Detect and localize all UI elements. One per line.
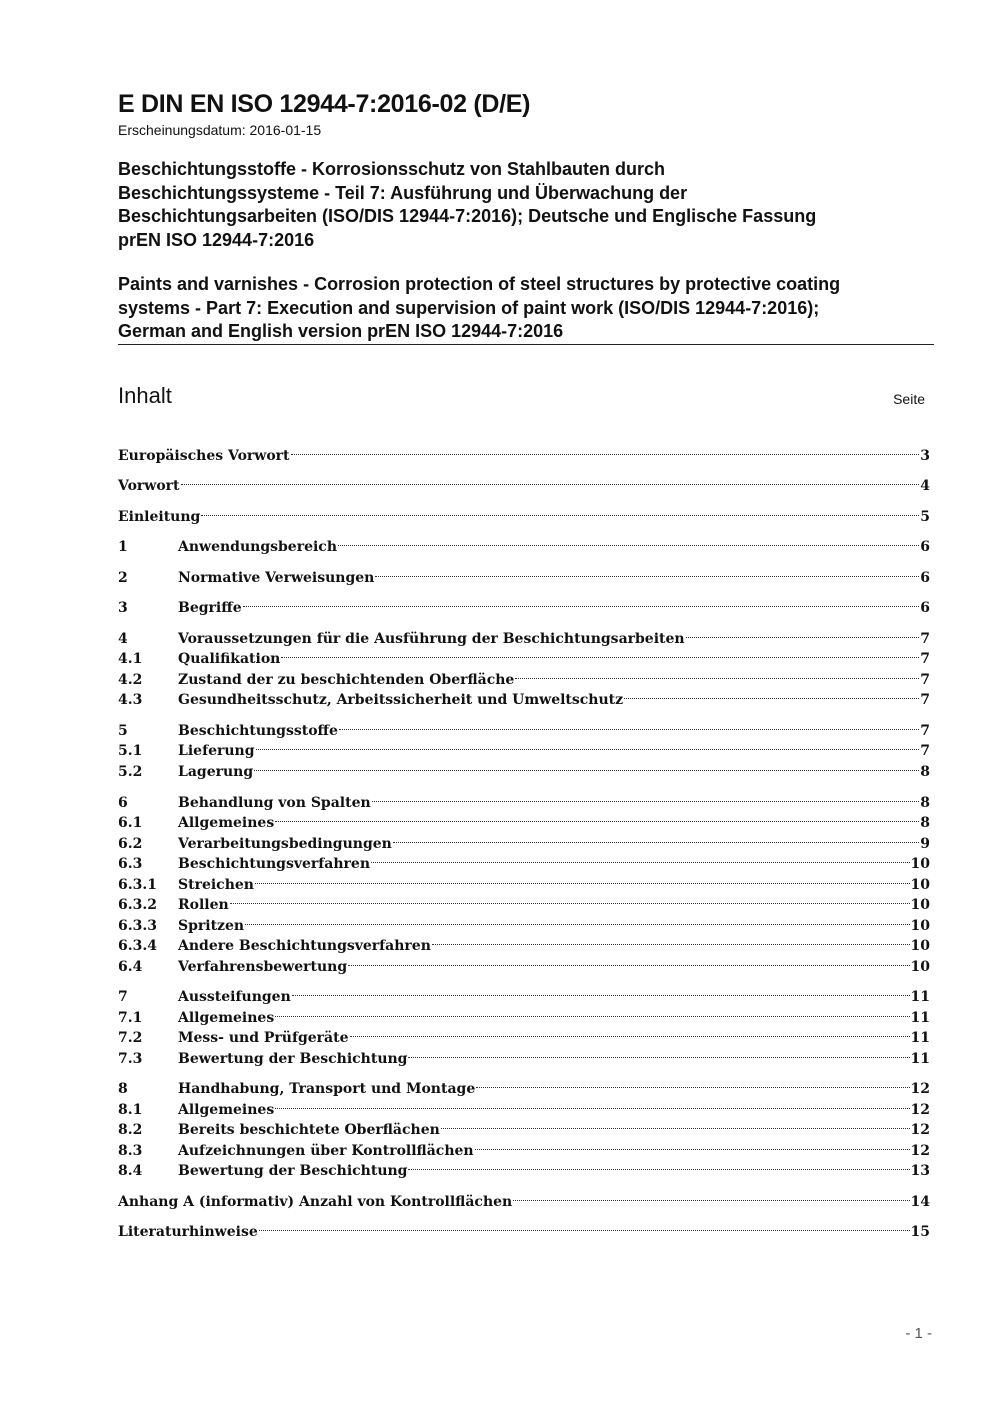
toc-dot-leader [254,756,919,776]
toc-entry-page: 7 [920,723,930,739]
german-title-line: Beschichtungsstoffe - Korrosionsschutz von Stahlbauten durch [118,159,666,179]
toc-entry-label: Lieferung [178,743,255,759]
toc-dot-leader [348,951,909,971]
toc-dot-leader [624,684,919,704]
toc-dot-leader [393,828,919,848]
toc-entry[interactable] [118,1043,930,1067]
toc-entry-label: Aufzeichnungen über Kontrollflächen [178,1143,474,1159]
toc-entry-page: 10 [910,856,930,872]
toc-entry-label: Aussteifungen [178,989,291,1005]
toc-entry-page: 6 [920,570,930,586]
toc-entry-page: 3 [920,448,930,464]
toc-dot-leader [181,470,920,490]
toc-dot-leader [291,440,920,460]
toc-entry[interactable] [118,715,930,739]
toc-entry-number: 6.2 [118,836,143,852]
toc-entry-label: Europäisches Vorwort [118,448,290,464]
toc-entry-page: 10 [910,918,930,934]
toc-dot-leader [338,531,919,551]
toc-entry-page: 6 [920,539,930,555]
toc-heading: Inhalt [118,383,172,408]
toc-entry-number: 5.1 [118,743,143,759]
page-number: - 1 - [905,1325,932,1342]
toc-entry-page: 6 [920,600,930,616]
toc-dot-leader [371,848,910,868]
toc-entry-number: 6.3 [118,856,143,872]
toc-dot-leader [259,1216,910,1236]
german-title-line: Beschichtungsarbeiten (ISO/DIS 12944-7:2016); Deutsche und Englische Fassung [118,206,817,226]
toc-entry-number: 6.3.2 [118,897,157,913]
toc-entry-label: Rollen [178,897,229,913]
toc-entry[interactable] [118,807,930,831]
toc-entry[interactable] [118,1155,930,1179]
toc-dot-leader [275,1094,909,1114]
toc-entry-page: 10 [910,938,930,954]
toc-entry-number: 4.2 [118,672,143,688]
toc-entry-number: 6.3.3 [118,918,157,934]
toc-entry-page: 10 [910,877,930,893]
toc-dot-leader [281,643,919,663]
toc-entry-label: Allgemeines [178,1010,275,1026]
toc-entry-number: 7 [118,989,128,1005]
toc-entry-label: Gesundheitsschutz, Arbeitssicherheit und Umweltschutz [178,692,624,708]
toc-entry-label: Beschichtungsstoffe [178,723,338,739]
toc-entry[interactable] [118,1114,930,1138]
toc-entry-page: 12 [910,1081,930,1097]
toc-entry[interactable] [118,643,930,667]
english-title-line: German and English version prEN ISO 12944-7:2016 [118,321,564,341]
toc-entry-number: 7.2 [118,1030,143,1046]
toc-dot-leader [339,715,919,735]
toc-entry-number: 5 [118,723,128,739]
toc-entry[interactable] [118,1186,930,1210]
toc-entry-page: 12 [910,1102,930,1118]
toc-entry-number: 4.3 [118,692,143,708]
toc-entry-label: Mess- und Prüfgeräte [178,1030,349,1046]
toc-entry-label: Behandlung von Spalten [178,795,371,811]
toc-entry[interactable] [118,1216,930,1240]
toc-dot-leader [475,1135,910,1155]
german-title [118,158,938,252]
toc-entry-number: 8.2 [118,1122,143,1138]
toc-entry-number: 1 [118,539,128,555]
toc-dot-leader [275,1002,909,1022]
toc-dot-leader [255,869,910,889]
toc-entry-page: 12 [910,1122,930,1138]
toc-entry-page: 7 [920,631,930,647]
page-column-label: Seite [893,391,925,407]
toc-dot-leader [375,562,919,582]
english-title-line: systems - Part 7: Execution and supervision of paint work (ISO/DIS 12944-7:2016); [118,297,820,318]
toc-entry[interactable] [118,501,930,525]
toc-dot-leader [243,592,920,612]
toc-entry-number: 8.3 [118,1143,143,1159]
toc-entry[interactable] [118,664,930,688]
toc-entry-page: 15 [910,1224,930,1240]
toc-entry-number: 6 [118,795,128,811]
german-title-line: prEN ISO 12944-7:2016 [118,229,315,250]
toc-entry-page: 7 [920,651,930,667]
toc-entry-label: Anwendungsbereich [178,539,337,555]
toc-entry-number: 7.3 [118,1051,143,1067]
toc-entry[interactable] [118,981,930,1005]
toc-entry-number: 4.1 [118,651,143,667]
toc-entry-page: 7 [920,743,930,759]
toc-entry[interactable] [118,684,930,708]
toc-entry-page: 13 [910,1163,930,1179]
toc-entry-label: Allgemeines [178,815,275,831]
toc-entry-label: Beschichtungsverfahren [178,856,370,872]
toc-entry-label: Andere Beschichtungsverfahren [178,938,431,954]
german-title-line: Beschichtungssysteme - Teil 7: Ausführung und Überwachung der [118,182,688,203]
toc-dot-leader [476,1073,909,1093]
toc-entry-number: 3 [118,600,128,616]
toc-entry-page: 8 [920,815,930,831]
title-divider [118,344,934,345]
toc-entry-label: Literaturhinweise [118,1224,258,1240]
toc-entry[interactable] [118,1094,930,1118]
toc-dot-leader [245,910,909,930]
toc-dot-leader [230,889,910,909]
toc-entry-label: Bereits beschichtete Oberflächen [178,1122,440,1138]
toc-dot-leader [201,501,919,521]
toc-entry-number: 6.3.1 [118,877,157,893]
toc-entry-page: 10 [910,897,930,913]
toc-entry-label: Allgemeines [178,1102,275,1118]
toc-entry-label: Vorwort [118,478,180,494]
toc-entry-label: Anhang A (informativ) Anzahl von Kontrollflächen [118,1194,513,1210]
toc-entry-number: 7.1 [118,1010,143,1026]
toc-entry-number: 8.4 [118,1163,143,1179]
toc-entry[interactable] [118,869,930,893]
toc-entry-label: Zustand der zu beschichtenden Oberfläche [178,672,515,688]
toc-entry-page: 11 [910,1010,930,1026]
toc-entry[interactable] [118,1022,930,1046]
toc-entry-label: Streichen [178,877,254,893]
toc-entry-page: 11 [910,989,930,1005]
toc-entry-number: 8 [118,1081,128,1097]
toc-entry-page: 9 [920,836,930,852]
toc-entry-label: Einleitung [118,509,201,525]
toc-entry-page: 11 [910,1030,930,1046]
toc-entry-label: Bewertung der Beschichtung [178,1051,408,1067]
toc-entry[interactable] [118,1002,930,1026]
toc-dot-leader [408,1043,909,1063]
toc-entry[interactable] [118,756,930,780]
toc-entry-page: 8 [920,795,930,811]
toc-dot-leader [686,623,920,643]
toc-entry[interactable] [118,828,930,852]
toc-entry[interactable] [118,910,930,934]
toc-entry-page: 8 [920,764,930,780]
english-title [118,273,938,344]
toc-dot-leader [292,981,910,1001]
toc-dot-leader [408,1155,909,1175]
toc-entry-number: 4 [118,631,128,647]
toc-entry[interactable] [118,562,930,586]
toc-entry-page: 12 [910,1143,930,1159]
toc-entry-number: 6.1 [118,815,143,831]
toc-entry-label: Qualifikation [178,651,281,667]
toc-entry-page: 14 [910,1194,930,1210]
toc-entry-label: Spritzen [178,918,245,934]
toc-entry-label: Voraussetzungen für die Ausführung der Beschichtungsarbeiten [178,631,685,647]
english-title-line: Paints and varnishes - Corrosion protection of steel structures by protective coating [118,274,841,294]
toc-entry[interactable] [118,470,930,494]
toc-entry-label: Bewertung der Beschichtung [178,1163,408,1179]
toc-entry-label: Verfahrensbewertung [178,959,348,975]
toc-entry-number: 6.4 [118,959,143,975]
toc-entry[interactable] [118,531,930,555]
toc-entry[interactable] [118,848,930,872]
toc-entry[interactable] [118,592,930,616]
toc-entry-label: Normative Verweisungen [178,570,375,586]
toc-entry[interactable] [118,787,930,811]
toc-entry-label: Lagerung [178,764,254,780]
toc-dot-leader [350,1022,910,1042]
toc-dot-leader [275,807,919,827]
toc-entry[interactable] [118,889,930,913]
toc-entry[interactable] [118,735,930,759]
toc-entry-label: Begriffe [178,600,242,616]
toc-entry-page: 7 [920,692,930,708]
toc-entry-number: 8.1 [118,1102,143,1118]
toc-dot-leader [432,930,910,950]
toc-dot-leader [515,664,919,684]
toc-entry-number: 6.3.4 [118,938,157,954]
toc-entry[interactable] [118,623,930,647]
toc-entry-page: 5 [920,509,930,525]
toc-entry[interactable] [118,1073,930,1097]
toc-entry-page: 7 [920,672,930,688]
toc-entry-number: 2 [118,570,128,586]
toc-entry-label: Verarbeitungsbedingungen [178,836,392,852]
toc-entry[interactable] [118,1135,930,1159]
document-designation: E DIN EN ISO 12944-7:2016-02 (D/E) [118,90,531,118]
toc-dot-leader [256,735,920,755]
toc-entry-page: 4 [920,478,930,494]
toc-dot-leader [513,1186,909,1206]
toc-entry[interactable] [118,930,930,954]
toc-entry-label: Handhabung, Transport und Montage [178,1081,476,1097]
toc-entry-page: 11 [910,1051,930,1067]
toc-entry[interactable] [118,951,930,975]
toc-entry-page: 10 [910,959,930,975]
publication-date: Erscheinungsdatum: 2016-01-15 [118,122,322,138]
toc-entry-number: 5.2 [118,764,143,780]
toc-entry[interactable] [118,440,930,464]
toc-dot-leader [441,1114,910,1134]
toc-dot-leader [372,787,920,807]
